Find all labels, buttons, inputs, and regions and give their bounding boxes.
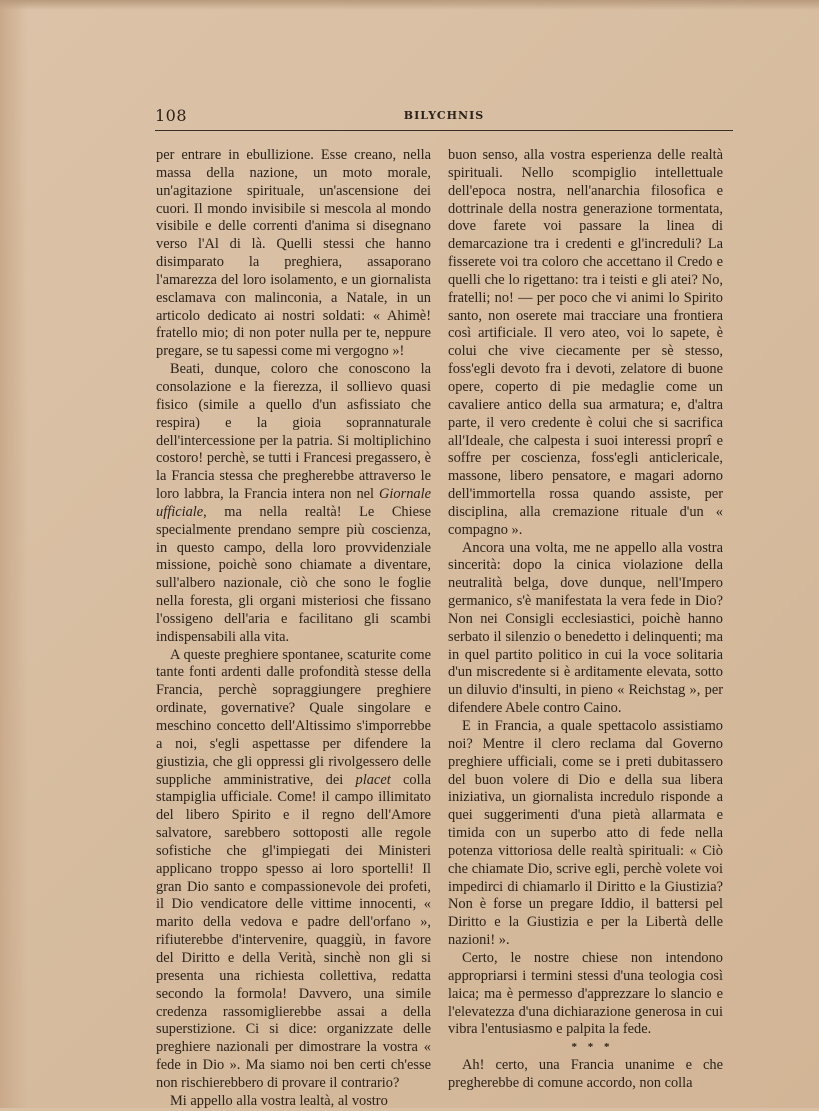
paragraph-text: Beati, dunque, coloro che conoscono la consolazione e la fierezza, il sollievo quasi fisico (simile a quello d'un asfissiato che respira) e la gioia soprannaturale dell'intercessione per la patria. Si moltiplichino costoro! perchè, se tutti i Francesi pregassero, è la Francia stessa che pregherebbe attraverso le loro labbra, la Francia intera non nel: [156, 361, 431, 503]
paragraph-text: colla stampiglia ufficiale. Come! il campo illimitato del libero Spirito e il regno dell'Amore salvatore, sarebbero sottoposti alle regole sofistiche che gl'impiegati dei Ministeri applicano troppo spesso ai loro sportelli! Il gran Dio santo e compassionevole dei profeti, il Dio vendicatore delle vittime innocenti, « marito della vedova e padre dell'orfano », rifiuterebbe d'intervenire, quaggiù, in favore del Diritto e della Verità, sinchè non gli si presenta una richiesta collettiva, redatta secondo la formola! Davvero, una simile credenza rassomiglierebbe assai a della superstizione. Ci si dice: organizzate delle preghiere nazionali per dimostrare la vostra « fede in Dio ». Ma siamo noi ben certi ch'esse non rischierebbero di provare il contrario?: [156, 771, 431, 1091]
italic-text: placet: [355, 771, 391, 788]
paragraph: Ancora una volta, me ne appello alla vostra sincerità: dopo la cinica violazione della neutralità belga, dove dunque, nell'Impero germanico, s'è manifestata la vera fede in Dio? Non nei Consigli ecclesiastici, poichè hanno serbato il silenzio o benedetto i delinquenti; ma in quel partito politico in cui la voce solitaria d'un miscredente si è arditamente elevata, sotto un diluvio d'insulti, in pieno « Reichstag », per difendere Abele contro Caino.: [448, 539, 723, 717]
paragraph: [156, 361, 431, 647]
paragraph: buon senso, alla vostra esperienza delle realtà spirituali. Nello scompiglio intellettuale dell'epoca nostra, nell'anarchia filosofica e dottrinale della nostra generazione tormentata, dove farete voi passare la linea di demarcazione tra i credenti e gl'increduli? La fisserete voi tra coloro che accettano il Credo e quelli che lo rigettano: tra i teisti e gli atei? No, fratelli; no! — per poco che vi animi lo Spirito santo, non oserete mai tracciare una frontiera così artificiale. Il vero ateo, voi lo sapete, è colui che vive ciecamente per sè stesso, foss'egli devoto fra i devoti, zelatore di buone opere, coperto di pie medaglie come un cavaliere antico della sua armatura; e, d'altra parte, il vero credente è colui che si sacrifica all'Ideale, che calpesta i suoi interessi proprî e soffre per coscienza, foss'egli anticlericale, massone, libero pensatore, e magari adorno dell'immortella rossa quando assiste, per disciplina, alla cremazione rituale d'un « compagno ».: [448, 147, 723, 538]
paragraph: [156, 647, 431, 1093]
paragraph: per entrare in ebullizione. Esse creano, nella massa della nazione, un moto morale, un'agitazione spirituale, un'ascensione dei cuori. Il mondo invisibile si mescola al mondo visibile e delle correnti d'anima si disegnano verso l'Al di là. Quelli stessi che hanno disimparato la preghiera, assaporano l'amarezza del loro isolamento, e un giornalista esclamava con malinconia, a Natale, in un articolo dedicato ai nostri soldati: « Ahimè! fratello mio; di non poter nulla per te, neppure pregare, se tu sapessi come mi vergogno »!: [156, 147, 431, 360]
paragraph: Mi appello alla vostra lealtà, al vostro: [170, 1092, 388, 1109]
paragraph: Certo, le nostre chiese non intendono appropriarsi i termini stessi d'una teologia così laica; ma è permesso d'apprezzare lo slancio e l'elevatezza d'una dichiarazione generosa in cui vibra l'entusiasmo e palpita la fede.: [448, 949, 723, 1038]
paragraph-text: A queste preghiere spontanee, scaturite come tante fonti ardenti dalle profondità stesse della Francia, perchè sopraggiungere preghiere ordinate, governative? Quale singolare e meschino concetto dell'Altissimo s'imporrebbe a noi, s'egli aspettasse per difendere la giustizia, che gli oppressi gli rivolgessero delle suppliche amministrative, dei: [156, 646, 431, 788]
italic-text: Giornale ufficiale: [156, 486, 431, 520]
paragraph: Ah! certo, una Francia unanime e che pregherebbe di comune accordo, non colla: [448, 1057, 723, 1091]
paragraph: E in Francia, a quale spettacolo assistiamo noi? Mentre il clero reclama dal Governo preghiere ufficiali, come se i preti dubitassero del buon volere di Dio e della sua libera iniziativa, un giornalista incredulo risponde a quei suggerimenti d'una pietà allarmata e timida con un superbo atto di fede nella potenza vittoriosa delle realtà spirituali: « Ciò che chiamate Dio, scrive egli, perchè volete voi impedirci di chiamarlo il Diritto e la Giustizia? Non è forse un pregare Iddio, il battersi pel Diritto e la Giustizia e per la Libertà delle nazioni! ».: [448, 718, 723, 949]
left-column: [156, 147, 431, 1111]
page-header: [155, 106, 733, 131]
section-separator: * * *: [571, 1041, 614, 1054]
right-column: [448, 147, 723, 1093]
running-head: BILYCHNIS: [403, 109, 485, 122]
paragraph-text: , ma nella realtà! Le Chiese specialmente prendano sempre più coscienza, in questo campo, della loro provvidenziale missione, poichè sono chiamate a diventare, sull'albero nazionale, ciò che sono le foglie nella foresta, gli organi misteriosi che fissano l'ossigeno dell'aria e facilitano gli scambi indispensabili alla vita.: [156, 503, 431, 645]
page-number: 108: [155, 106, 188, 125]
